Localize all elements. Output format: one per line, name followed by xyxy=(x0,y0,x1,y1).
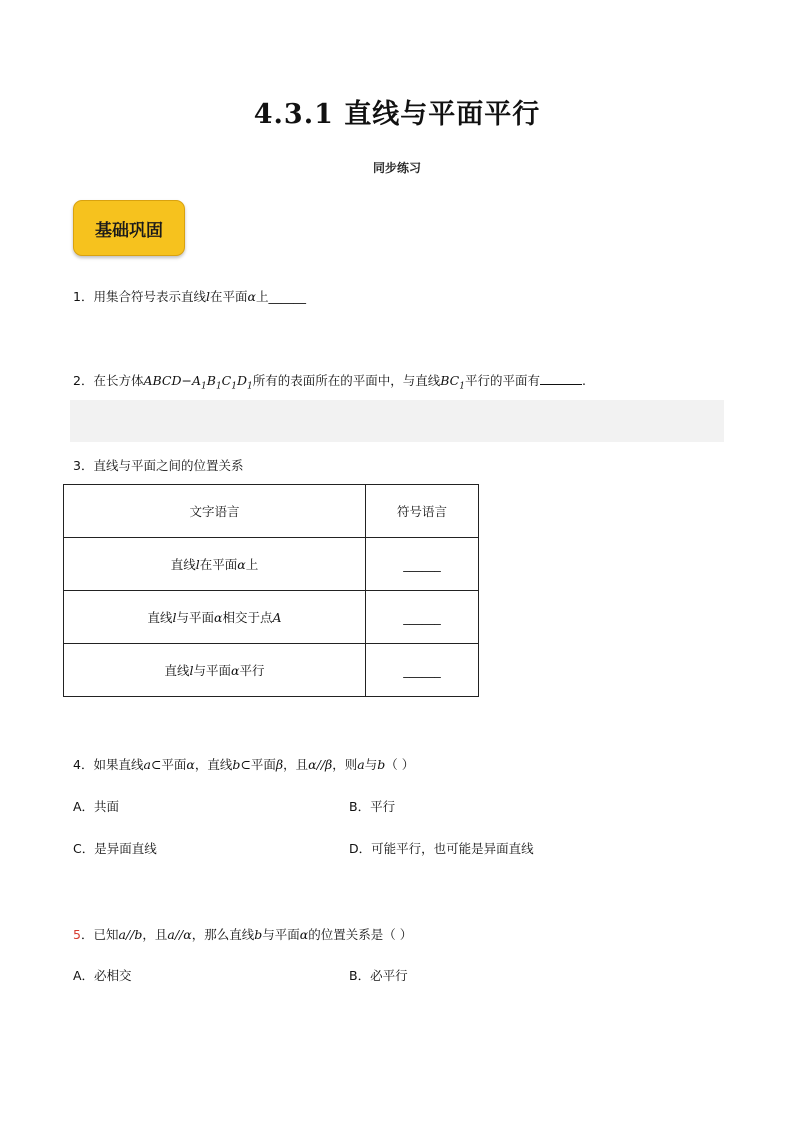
q2-text-2: 所有的表面所在的平面中，与直线 xyxy=(252,373,441,388)
q1-plane-alpha: α xyxy=(247,289,256,304)
q1-text-1: 用集合符号表示直线 xyxy=(93,289,206,304)
table-row xyxy=(64,538,479,591)
q2-answer-blank xyxy=(540,373,582,385)
q1-number: 1． xyxy=(73,289,94,304)
table-header-row xyxy=(64,485,479,538)
q4-option-a: A．共面 xyxy=(73,799,120,814)
header-text-language: 文字语言 xyxy=(64,485,366,538)
q5-option-a: A．必相交 xyxy=(73,968,132,983)
question-1 xyxy=(73,287,306,305)
row-2-text: 直线l与平面α相交于点A xyxy=(64,591,366,644)
table-row xyxy=(64,644,479,697)
q5-number: 5 xyxy=(73,927,81,942)
row-1-blank: ______ xyxy=(366,538,479,591)
q2-number: 2． xyxy=(73,373,94,388)
section-badge: 基础巩固 xyxy=(73,200,185,256)
q1-line-l: l xyxy=(205,289,210,304)
q4-option-d: D．可能平行，也可能是异面直线 xyxy=(349,841,534,856)
q2-end: . xyxy=(582,373,586,388)
q4-number: 4． xyxy=(73,757,94,772)
q4-option-c: C．是异面直线 xyxy=(73,841,157,856)
row-3-blank: ______ xyxy=(366,644,479,697)
q2-text-3: 平行的平面有 xyxy=(464,373,540,388)
q2-line-bc1: $BC_1$ xyxy=(440,373,465,392)
q1-text-3: 上 xyxy=(255,289,269,304)
row-2-blank: ______ xyxy=(366,591,479,644)
question-3 xyxy=(73,456,243,474)
page-title: 4.3.1 直线与平面平行 xyxy=(253,99,541,130)
q1-text-2: 在平面 xyxy=(209,289,248,304)
q3-text: 直线与平面之间的位置关系 xyxy=(93,458,244,473)
question-2 xyxy=(73,371,586,392)
q2-cuboid: $ABCD-A_1B_1C_1D_1$ xyxy=(143,373,253,392)
row-3-text: 直线l与平面α平行 xyxy=(64,644,366,697)
table-row xyxy=(64,591,479,644)
answer-area xyxy=(70,400,724,442)
header-symbol-language: 符号语言 xyxy=(366,485,479,538)
relation-table xyxy=(63,484,479,697)
page-subtitle: 同步练习 xyxy=(372,161,421,175)
q1-answer-blank: ______ xyxy=(268,289,306,304)
row-1-text: 直线l在平面α上 xyxy=(64,538,366,591)
q4-option-b: B．平行 xyxy=(349,799,396,814)
question-5: 5．已知a//b，且a//α，那么直线b与平面α的位置关系是（ ） xyxy=(73,927,413,942)
question-4: 4．如果直线a⊂平面α，直线b⊂平面β，且α//β，则a与b（ ） xyxy=(73,757,415,772)
q2-text-1: 在长方体 xyxy=(93,373,144,388)
q3-number: 3． xyxy=(73,458,94,473)
q5-option-b: B．必平行 xyxy=(349,968,408,983)
